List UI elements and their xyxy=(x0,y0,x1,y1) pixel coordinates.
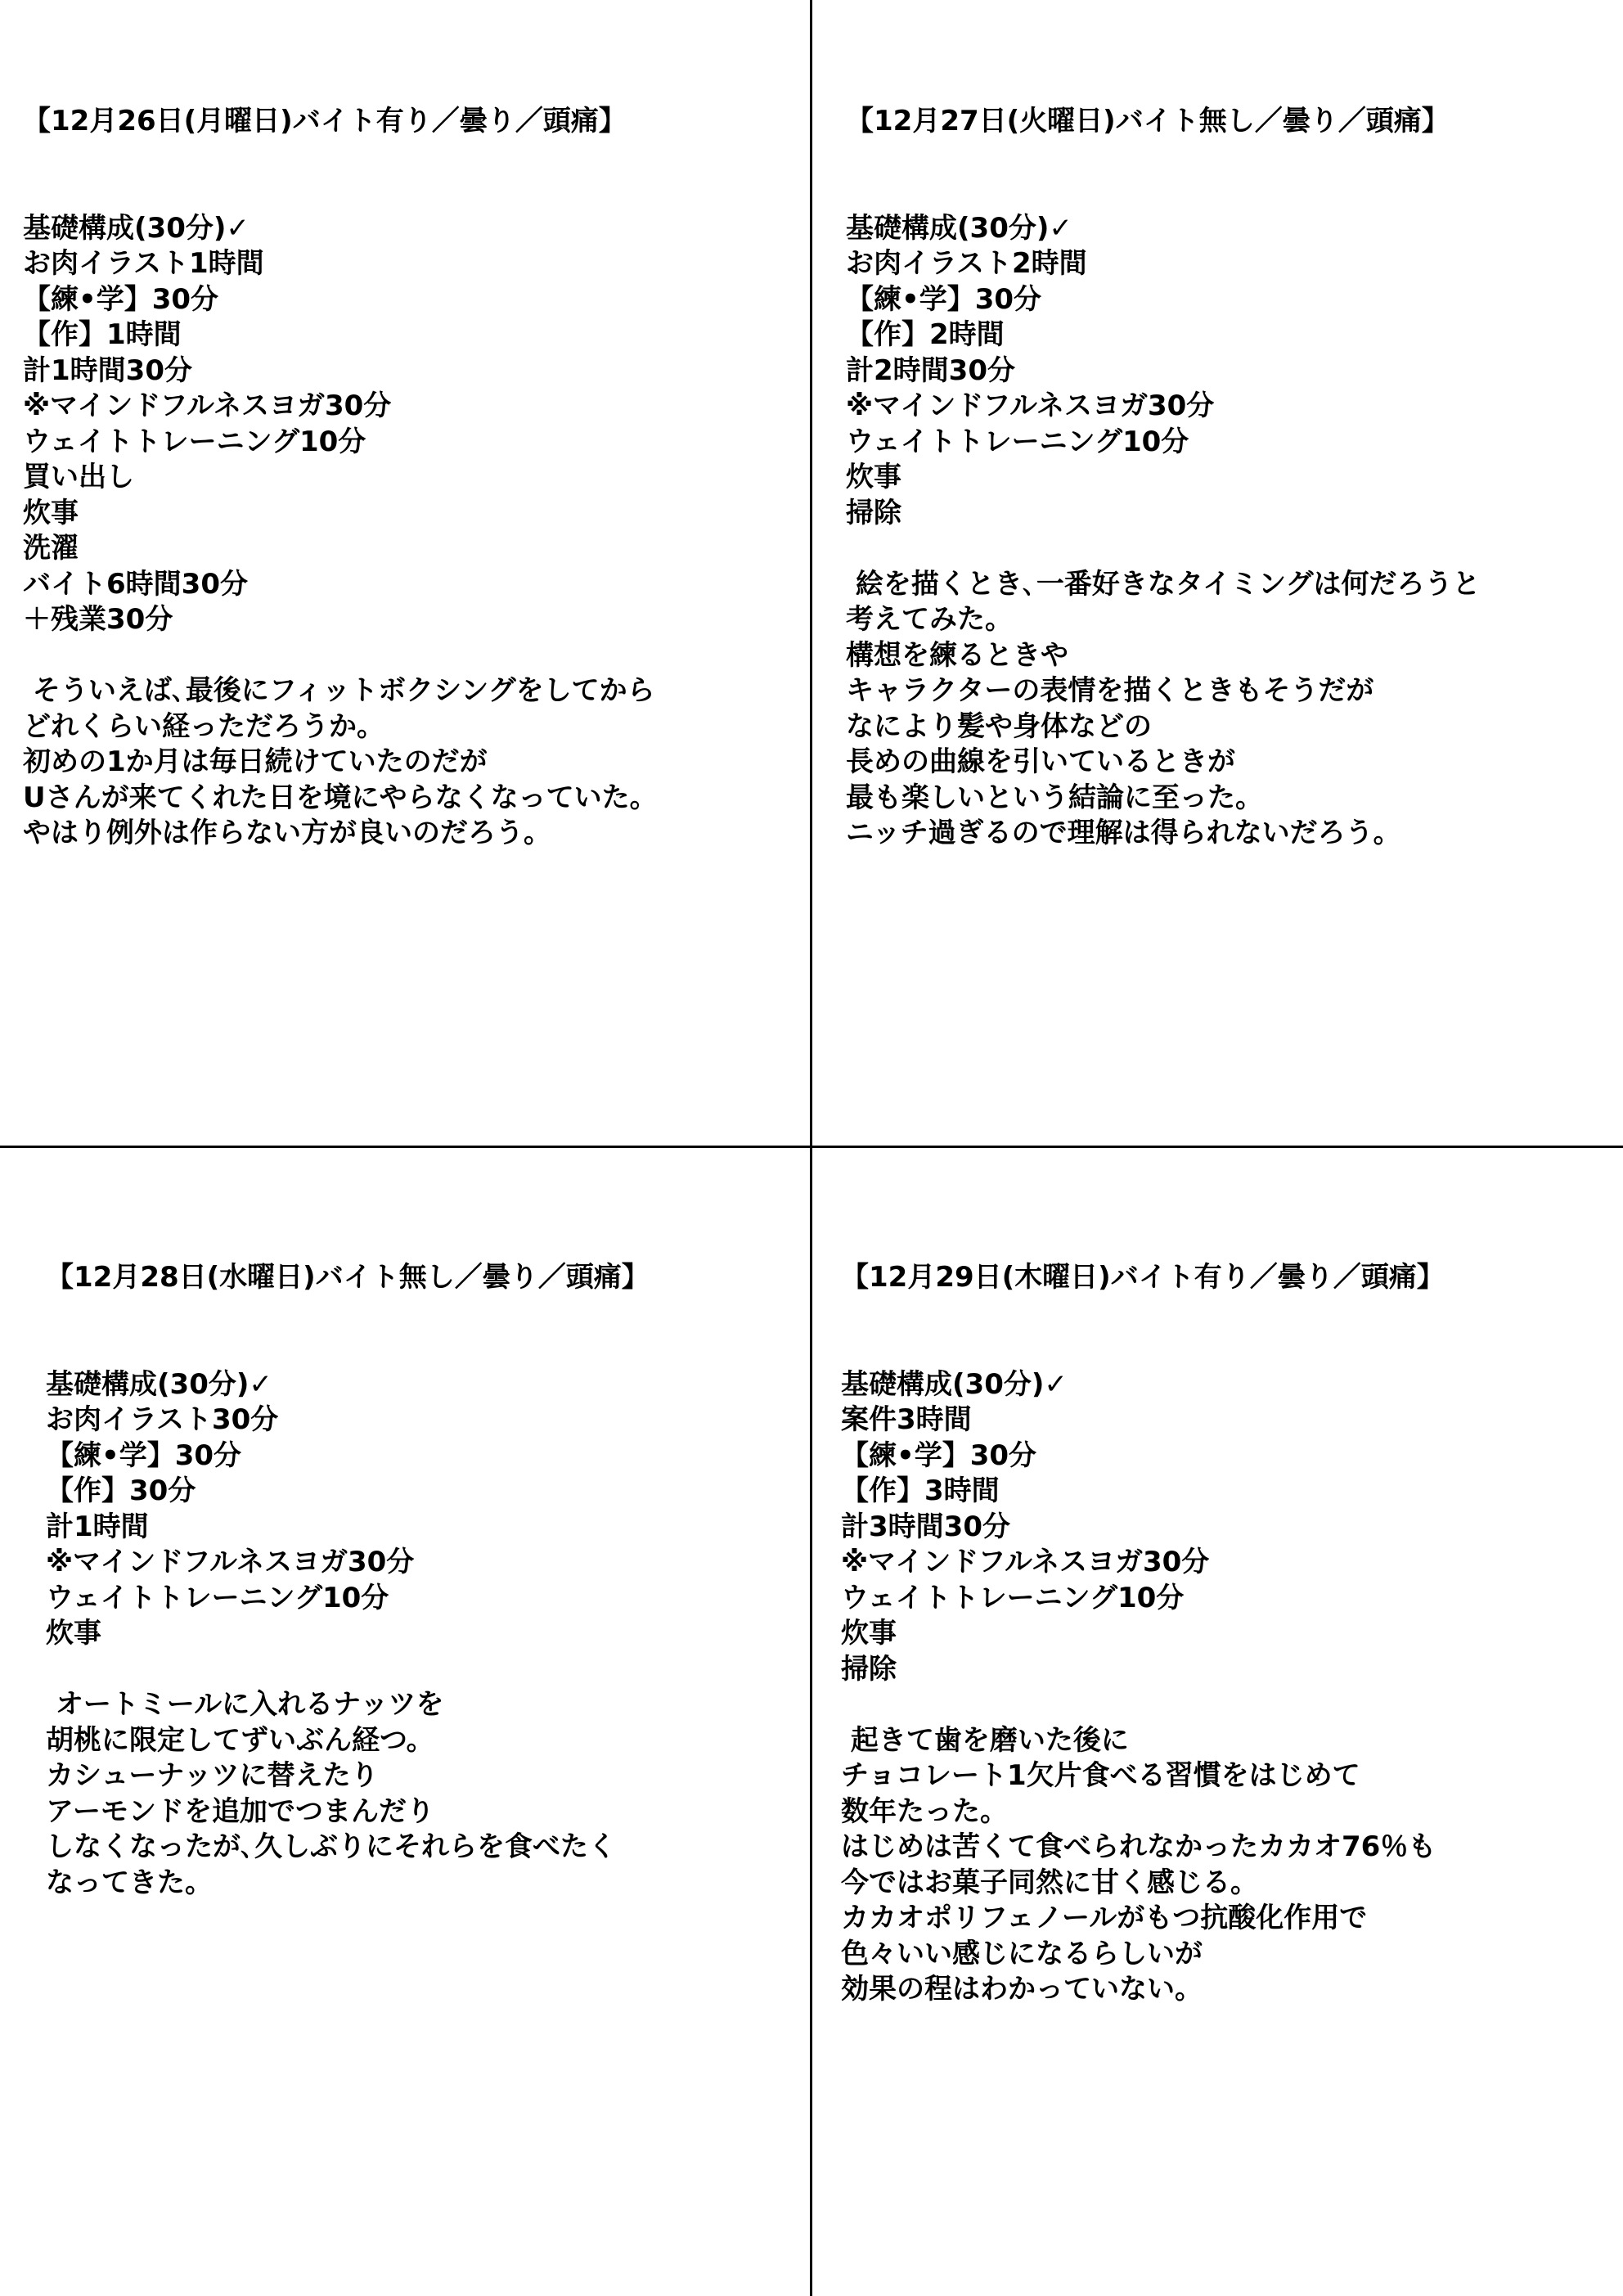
panel-header: 【12月29日(木曜日)バイト有り／曇り／頭痛】 xyxy=(841,1261,1445,1294)
diary-line: 掃除 xyxy=(841,1652,897,1686)
diary-line: カカオポリフェノールがもつ抗酸化作用で xyxy=(841,1902,1368,1934)
diary-line: 構想を練るときや xyxy=(846,638,1068,672)
diary-line: 胡桃に限定してずいぶん経つ。 xyxy=(46,1723,434,1757)
diary-line: なにより髪や身体などの xyxy=(846,709,1152,743)
diary-line: やはり例外は作らない方が良いのだろう。 xyxy=(23,817,551,849)
diary-line: 炊事 xyxy=(846,461,901,493)
diary-line: 炊事 xyxy=(841,1617,897,1650)
diary-line: バイト6時間30分 xyxy=(23,567,248,601)
diary-line xyxy=(841,1687,1445,1723)
diary-line: 計2時間30分 xyxy=(846,353,1015,387)
diary-line: ウェイトトレーニング10分 xyxy=(23,425,366,458)
diary-line: 長めの曲線を引いているときが xyxy=(846,745,1235,778)
diary-line: 基礎構成(30分)✓ xyxy=(841,1367,1068,1401)
diary-line xyxy=(46,1652,650,1688)
diary-line: 絵を描くとき､一番好きなタイミングは何だろうと xyxy=(846,567,1481,601)
diary-line: ※マインドフルネスヨガ30分 xyxy=(23,389,392,422)
diary-line: 【作】1時間 xyxy=(23,318,182,351)
diary-line: ウェイトトレーニング10分 xyxy=(46,1581,389,1614)
diary-line: オートミールに入れるナッツを xyxy=(46,1688,444,1721)
diary-line: 色々いい感じになるらしいが xyxy=(841,1937,1203,1970)
diary-line: 効果の程はわかっていない。 xyxy=(841,1973,1203,2006)
diary-line: ※マインドフルネスヨガ30分 xyxy=(846,389,1215,422)
diary-line: ウェイトトレーニング10分 xyxy=(846,425,1189,458)
diary-line: ウェイトトレーニング10分 xyxy=(841,1581,1185,1614)
diary-line: なってきた。 xyxy=(46,1866,213,1899)
diary-line: 考えてみた。 xyxy=(846,603,1013,636)
diary-panel-dec-26 xyxy=(23,33,658,852)
diary-line: 【作】2時間 xyxy=(846,318,1005,351)
diary-line: 洗濯 xyxy=(23,532,79,565)
vertical-divider xyxy=(810,0,812,2296)
panel-header: 【12月27日(火曜日)バイト無し／曇り／頭痛】 xyxy=(846,105,1450,137)
diary-line: 計3時間30分 xyxy=(841,1510,1010,1543)
diary-line: 炊事 xyxy=(23,496,79,529)
diary-line: 計1時間 xyxy=(46,1510,149,1543)
diary-line: しなくなったが､久しぶりにそれらを食べたく xyxy=(46,1830,616,1863)
diary-line: 掃除 xyxy=(846,496,901,529)
diary-line: ※マインドフルネスヨガ30分 xyxy=(46,1546,415,1578)
diary-line: 最も楽しいという結論に至った。 xyxy=(846,781,1263,814)
diary-line: キャラクターの表情を描くときもそうだが xyxy=(846,674,1374,707)
diary-line: 基礎構成(30分)✓ xyxy=(846,211,1072,245)
diary-line: 炊事 xyxy=(46,1617,101,1650)
diary-line: ＋残業30分 xyxy=(23,603,173,636)
horizontal-divider xyxy=(0,1146,1623,1148)
diary-line: お肉イラスト1時間 xyxy=(23,247,264,280)
diary-line: Uさんが来てくれた日を境にやらなくなっていた。 xyxy=(23,781,658,814)
diary-panel-dec-29 xyxy=(841,1189,1445,2008)
diary-line: 【練•学】30分 xyxy=(23,282,219,316)
diary-line: 【練•学】30分 xyxy=(46,1438,242,1472)
diary-line: 初めの1か月は毎日続けていたのだが xyxy=(23,745,488,778)
panel-header: 【12月26日(月曜日)バイト有り／曇り／頭痛】 xyxy=(23,105,627,137)
diary-line: 買い出し xyxy=(23,461,134,493)
diary-line: 起きて歯を磨いた後に xyxy=(841,1723,1129,1757)
diary-line: 【作】3時間 xyxy=(841,1474,1000,1507)
diary-panel-dec-28 xyxy=(46,1189,650,1901)
diary-line: 【練•学】30分 xyxy=(846,282,1042,316)
diary-line: どれくらい経っただろうか。 xyxy=(23,709,384,743)
diary-line: 基礎構成(30分)✓ xyxy=(23,211,250,245)
panel-header: 【12月28日(水曜日)バイト無し／曇り／頭痛】 xyxy=(46,1261,650,1294)
diary-line: 【練•学】30分 xyxy=(841,1438,1037,1472)
diary-line: そういえば､最後にフィットボクシングをしてから xyxy=(23,674,655,707)
diary-line: ニッチ過ぎるので理解は得られないだろう。 xyxy=(846,817,1401,849)
diary-line: 今ではお菓子同然に甘く感じる。 xyxy=(841,1866,1258,1899)
diary-line: 計1時間30分 xyxy=(23,353,192,387)
diary-line: 基礎構成(30分)✓ xyxy=(46,1367,272,1401)
diary-line: はじめは苦くて食べられなかったカカオ76％も xyxy=(841,1830,1436,1863)
diary-line: ※マインドフルネスヨガ30分 xyxy=(841,1546,1210,1578)
diary-line: お肉イラスト30分 xyxy=(46,1403,279,1436)
diary-line: チョコレート1欠片食べる習慣をはじめて xyxy=(841,1759,1360,1792)
diary-line: 案件3時間 xyxy=(841,1403,972,1436)
diary-panel-dec-27 xyxy=(846,33,1480,852)
diary-line xyxy=(846,531,1480,567)
diary-line: アーモンドを追加でつまんだり xyxy=(46,1794,434,1828)
diary-line: 数年たった。 xyxy=(841,1794,1008,1828)
diary-line: 【作】30分 xyxy=(46,1474,196,1507)
diary-line: カシューナッツに替えたり xyxy=(46,1759,379,1792)
diary-line xyxy=(23,638,658,674)
diary-line: お肉イラスト2時間 xyxy=(846,247,1087,280)
